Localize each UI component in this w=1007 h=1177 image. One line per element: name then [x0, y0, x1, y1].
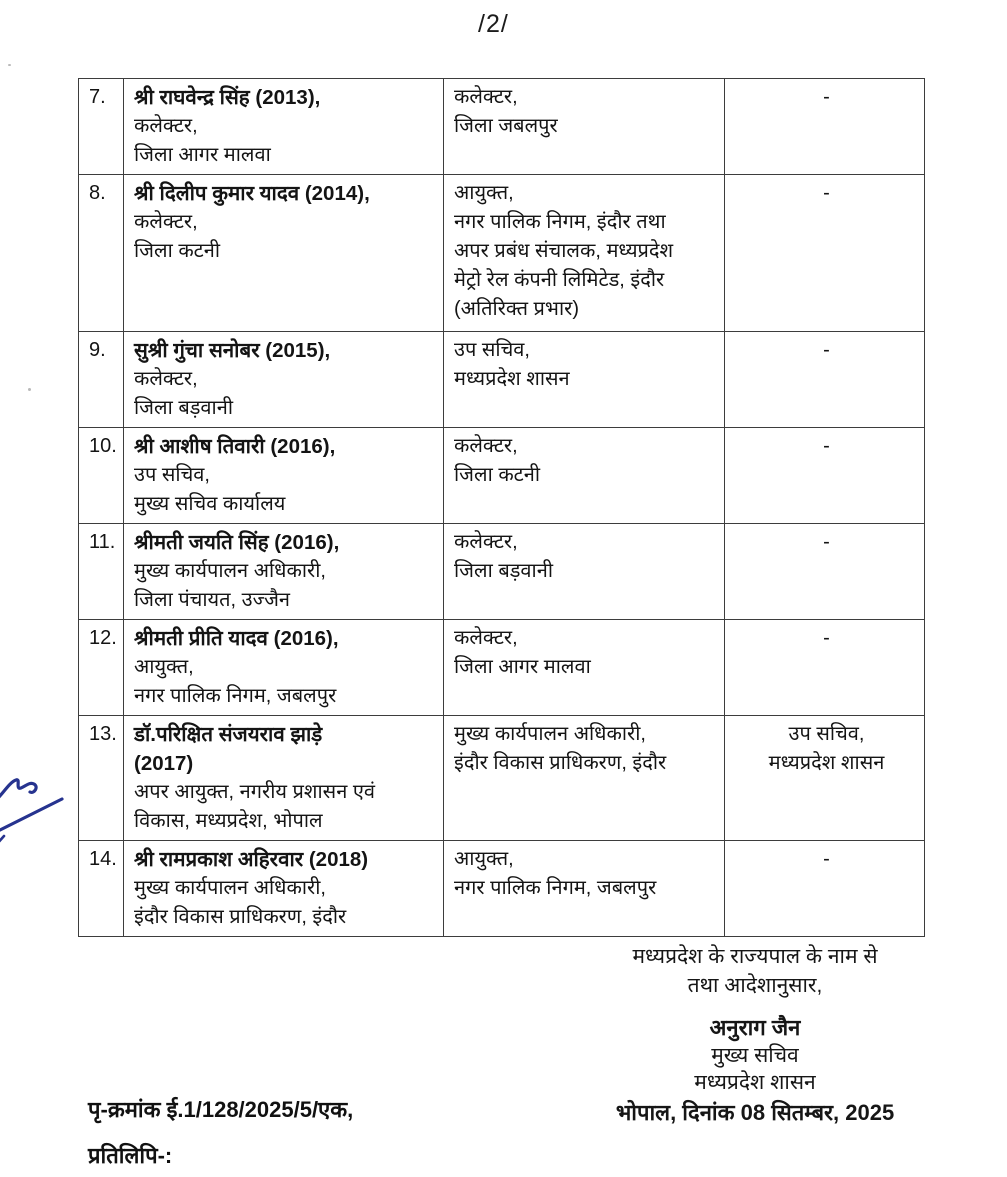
officer-name-line: डॉ.परिक्षित संजयराव झाड़े — [134, 723, 323, 746]
serial-number-cell: 9. — [79, 332, 124, 428]
current-post-line: कलेक्टर, — [134, 211, 198, 233]
serial-number-cell: 14. — [79, 841, 124, 937]
new-posting-cell — [444, 524, 725, 620]
scribble-underline — [0, 799, 62, 832]
current-post-line: कलेक्टर, — [134, 368, 198, 390]
serial-number-cell: 13. — [79, 716, 124, 841]
officer-name-line: श्रीमती प्रीति यादव (2016), — [134, 627, 339, 650]
current-post-line: जिला पंचायत, उज्जैन — [134, 589, 291, 611]
remark-cell — [725, 716, 925, 841]
new-posting-line: जिला आगर मालवा — [454, 656, 591, 678]
new-posting-line: जिला बड़वानी — [454, 560, 554, 582]
new-posting-cell — [444, 332, 725, 428]
remark-cell — [725, 79, 925, 175]
remark-line: मध्यप्रदेश शासन — [768, 752, 885, 774]
current-post-line: मुख्य कार्यपालन अधिकारी, — [134, 560, 326, 582]
signatory-name: अनुराग जैन — [709, 1015, 801, 1040]
new-posting-cell — [444, 716, 725, 841]
new-posting-line: कलेक्टर, — [454, 86, 518, 108]
officer-name-line: (2017) — [134, 752, 194, 775]
officer-cell — [124, 841, 444, 937]
new-posting-line: जिला जबलपुर — [454, 115, 558, 137]
on-behalf-line1: मध्यप्रदेश के राज्यपाल के नाम से — [632, 945, 878, 968]
new-posting-cell — [444, 428, 725, 524]
new-posting-cell — [444, 79, 725, 175]
current-post-line: उप सचिव, — [134, 464, 210, 486]
new-posting-line: उप सचिव, — [454, 339, 530, 361]
remark-line: - — [823, 531, 830, 553]
new-posting-line: नगर पालिक निगम, इंदौर तथा — [454, 211, 666, 233]
officer-cell — [124, 620, 444, 716]
remark-line: - — [823, 435, 830, 457]
new-posting-line: (अतिरिक्त प्रभार) — [454, 298, 580, 320]
officer-name-line: श्री राघवेन्द्र सिंह (2013), — [134, 86, 321, 109]
new-posting-cell — [444, 175, 725, 332]
new-posting-line: जिला कटनी — [454, 464, 541, 486]
current-post-line: कलेक्टर, — [134, 115, 198, 137]
new-posting-line: मुख्य कार्यपालन अधिकारी, — [454, 723, 646, 745]
officer-cell — [124, 428, 444, 524]
transfer-table — [78, 78, 925, 937]
remark-line: - — [823, 627, 830, 649]
officer-name-line: श्री दिलीप कुमार यादव (2014), — [134, 182, 370, 205]
current-post-line: जिला आगर मालवा — [134, 144, 271, 166]
remark-cell — [725, 841, 925, 937]
remark-cell — [725, 332, 925, 428]
scribble-tail — [0, 836, 4, 845]
new-posting-cell — [444, 841, 725, 937]
table-row — [79, 428, 925, 524]
place-date-line: भोपाल, दिनांक 08 सितम्बर, 2025 — [615, 1100, 895, 1125]
officer-name-line: श्री आशीष तिवारी (2016), — [134, 435, 336, 458]
current-post-line: मुख्य कार्यपालन अधिकारी, — [134, 877, 326, 899]
officer-name-line: सुश्री गुंचा सनोबर (2015), — [134, 339, 331, 362]
new-posting-line: आयुक्त, — [454, 182, 514, 204]
remark-line: - — [823, 339, 830, 361]
new-posting-line: कलेक्टर, — [454, 531, 518, 553]
scan-speck — [28, 388, 31, 391]
officer-name-line: श्रीमती जयति सिंह (2016), — [134, 531, 340, 554]
officer-cell — [124, 332, 444, 428]
serial-number-cell: 7. — [79, 79, 124, 175]
table-row — [79, 524, 925, 620]
serial-number-cell: 12. — [79, 620, 124, 716]
table-row — [79, 175, 925, 332]
new-posting-line: अपर प्रबंध संचालक, मध्यप्रदेश — [454, 240, 674, 262]
scribble-squiggle — [0, 780, 36, 798]
scan-speck — [8, 64, 11, 66]
signature-block — [553, 942, 957, 1128]
officer-name-line: श्री रामप्रकाश अहिरवार (2018) — [134, 848, 369, 871]
officer-cell — [124, 524, 444, 620]
table-row — [79, 841, 925, 937]
remark-line: - — [823, 86, 830, 108]
new-posting-line: नगर पालिक निगम, जबलपुर — [454, 877, 657, 899]
table-row — [79, 716, 925, 841]
table-row — [79, 79, 925, 175]
remark-cell — [725, 175, 925, 332]
page-number: /2/ — [478, 10, 509, 38]
officer-cell — [124, 79, 444, 175]
serial-number-cell: 10. — [79, 428, 124, 524]
current-post-line: जिला कटनी — [134, 240, 221, 262]
remark-line: उप सचिव, — [788, 723, 865, 745]
remark-line: - — [823, 848, 830, 870]
current-post-line: नगर पालिक निगम, जबलपुर — [134, 685, 337, 707]
signatory-title: मुख्य सचिव — [711, 1044, 799, 1067]
table-row — [79, 332, 925, 428]
remark-cell — [725, 620, 925, 716]
new-posting-cell — [444, 620, 725, 716]
current-post-line: आयुक्त, — [134, 656, 194, 678]
new-posting-line: मेट्रो रेल कंपनी लिमिटेड, इंदौर — [454, 269, 665, 291]
signatory-org: मध्यप्रदेश शासन — [694, 1071, 816, 1094]
current-post-line: अपर आयुक्त, नगरीय प्रशासन एवं — [134, 781, 376, 803]
serial-number-cell: 8. — [79, 175, 124, 332]
current-post-line: जिला बड़वानी — [134, 397, 234, 419]
remark-cell — [725, 524, 925, 620]
remark-line: - — [823, 182, 830, 204]
new-posting-line: कलेक्टर, — [454, 435, 518, 457]
current-post-line: मुख्य सचिव कार्यालय — [134, 493, 286, 515]
remark-cell — [725, 428, 925, 524]
officer-cell — [124, 716, 444, 841]
new-posting-line: इंदौर विकास प्राधिकरण, इंदौर — [454, 752, 667, 774]
table-row — [79, 620, 925, 716]
serial-number-cell: 11. — [79, 524, 124, 620]
pen-signature-scribble — [0, 752, 76, 847]
current-post-line: विकास, मध्यप्रदेश, भोपाल — [134, 810, 323, 832]
reference-number: पृ-क्रमांक ई.1/128/2025/5/एक, — [88, 1097, 354, 1122]
new-posting-line: मध्यप्रदेश शासन — [454, 368, 570, 390]
copy-to-label: प्रतिलिपि-: — [88, 1143, 173, 1168]
on-behalf-line2: तथा आदेशानुसार, — [687, 974, 823, 997]
new-posting-line: आयुक्त, — [454, 848, 514, 870]
new-posting-line: कलेक्टर, — [454, 627, 518, 649]
officer-cell — [124, 175, 444, 332]
current-post-line: इंदौर विकास प्राधिकरण, इंदौर — [134, 906, 347, 928]
transfer-table-body — [79, 79, 925, 937]
